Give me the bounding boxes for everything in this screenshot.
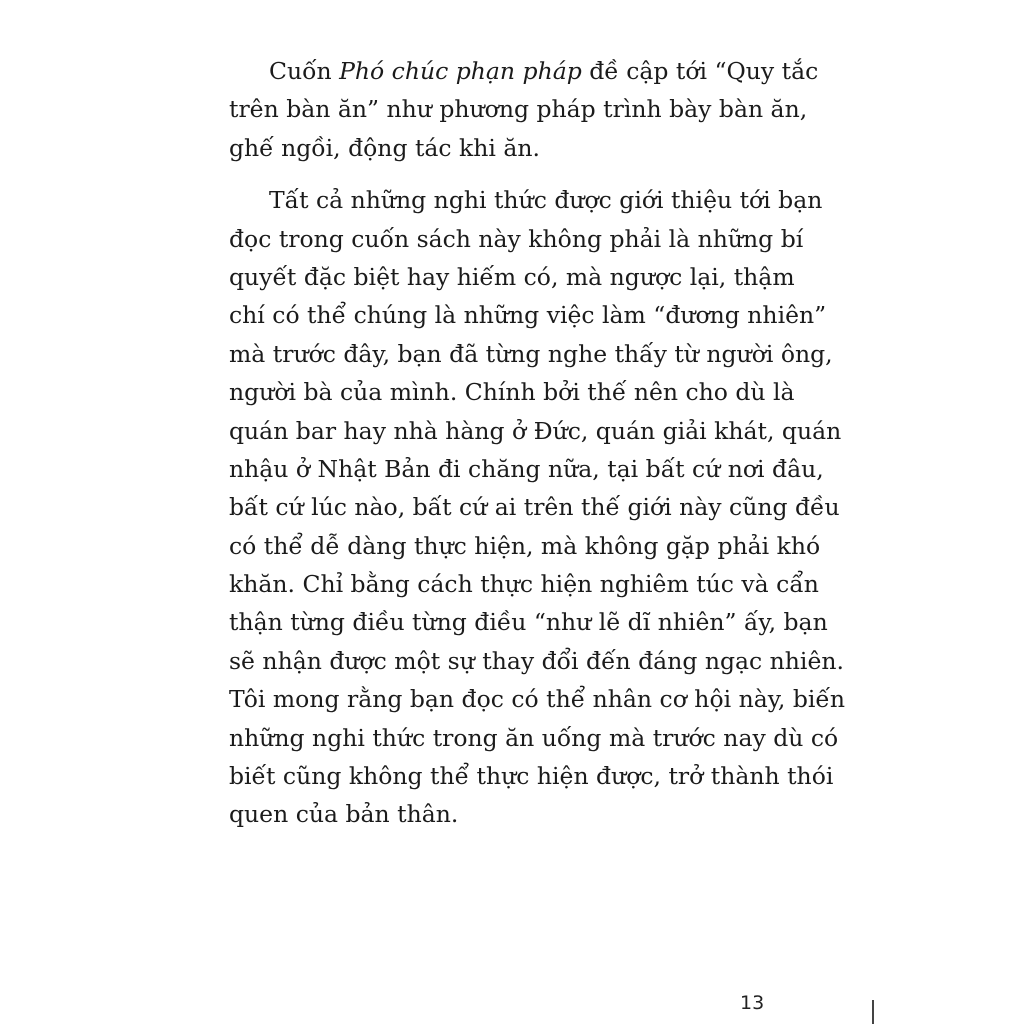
paragraph-2 [229,181,845,834]
text-segment: đề cập tới “Quy tắc [581,57,819,85]
book-title: Phó chúc phạn pháp [339,57,582,85]
text-line: ghế ngồi, động tác khi ăn. [229,133,541,162]
text-line: thận từng điều từng điều “như lẽ dĩ nhiên” ấy, bạn [229,608,828,637]
text-line: bất cứ lúc nào, bất cứ ai trên thế giới này cũng đều [229,493,840,522]
text-line: quán bar hay nhà hàng ở Đức, quán giải khát, quán [229,416,842,445]
page-number: 13 [740,992,765,1014]
text-line: sẽ nhận được một sự thay đổi đến đáng ngạc nhiên. [229,646,844,675]
text-line: quyết đặc biệt hay hiếm có, mà ngược lại, thậm [229,262,795,291]
page-edge-divider [872,1000,874,1024]
text-line: người bà của mình. Chính bởi thế nên cho dù là [229,378,795,407]
text-line: quen của bản thân. [229,800,459,829]
paragraph-spacer [229,167,775,181]
text-line: trên bàn ăn” như phương pháp trình bày bàn ăn, [229,95,808,124]
text-line: mà trước đây, bạn đã từng nghe thấy từ người ông, [229,339,833,368]
text-line: Tất cả những nghi thức được giới thiệu tới bạn [269,186,823,215]
text-line: những nghi thức trong ăn uống mà trước nay dù có [229,723,839,752]
text-line: biết cũng không thể thực hiện được, trở thành thói [229,762,834,791]
text-segment: Cuốn [269,57,340,85]
text-line: chí có thể chúng là những việc làm “đương nhiên” [229,301,827,330]
paragraph-1 [229,52,819,167]
text-line: đọc trong cuốn sách này không phải là những bí [229,224,804,253]
text-line [229,52,819,90]
text-line: khăn. Chỉ bằng cách thực hiện nghiêm túc và cẩn [229,570,819,599]
text-line: nhậu ở Nhật Bản đi chăng nữa, tại bất cứ nơi đâu, [229,454,824,483]
body-text [229,52,845,834]
text-line: có thể dễ dàng thực hiện, mà không gặp phải khó [229,531,821,560]
text-line: Tôi mong rằng bạn đọc có thể nhân cơ hội này, biến [229,685,845,714]
